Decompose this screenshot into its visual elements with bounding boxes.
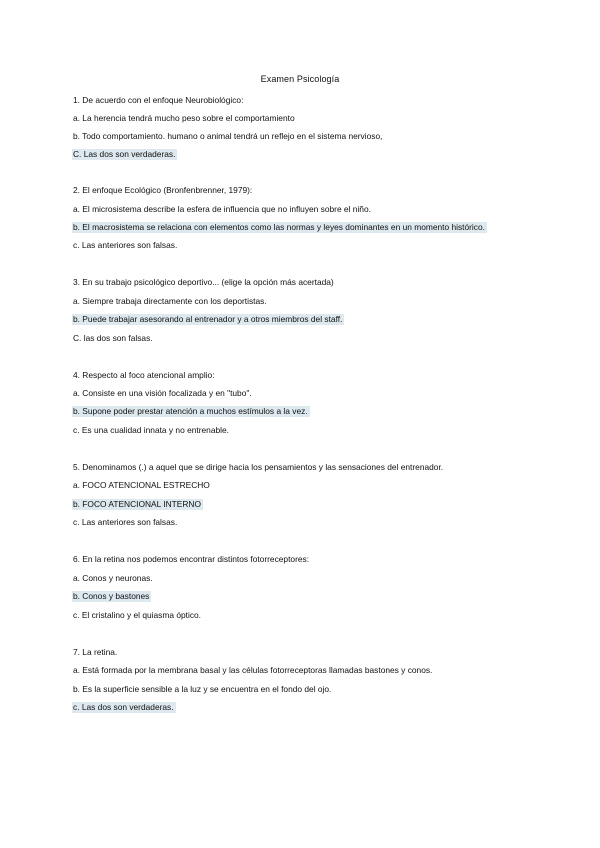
question-7-option-b: b. Es la superficie sensible a la luz y se encuentra en el fondo del ojo. bbox=[73, 684, 332, 694]
question-6-option-a: a. Conos y neuronas. bbox=[73, 573, 153, 583]
question-3-option-b: b. Puede trabajar asesorando al entrenador y a otros miembros del staff. bbox=[73, 314, 343, 324]
question-4-option-c: c. Es una cualidad innata y no entrenable. bbox=[73, 425, 229, 435]
exam-title: Examen Psicología bbox=[260, 74, 340, 84]
question-6-option-b: b. Conos y bastones bbox=[73, 591, 150, 601]
question-4-option-b: b. Supone poder prestar atención a muchos estímulos a la vez. bbox=[73, 406, 308, 416]
question-7-option-c: c. Las dos son verdaderas. bbox=[73, 702, 174, 712]
question-2: 2. El enfoque Ecológico (Bronfenbrenner, 1979): bbox=[73, 185, 253, 195]
question-4: 4. Respecto al foco atencional amplio: bbox=[73, 370, 215, 380]
question-5: 5. Denominamos (.) a aquel que se dirige hacia los pensamientos y las sensaciones del entrenador. bbox=[73, 462, 444, 472]
question-7: 7. La retina. bbox=[73, 647, 118, 657]
question-3: 3. En su trabajo psicológico deportivo... (elige la opción más acertada) bbox=[73, 277, 334, 287]
question-4-option-a: a. Consiste en una visión focalizada y en "tubo". bbox=[73, 388, 252, 398]
question-5-option-c: c. Las anteriores son falsas. bbox=[73, 517, 178, 527]
question-2-option-a: a. El microsistema describe la esfera de influencia que no influyen sobre el niño. bbox=[73, 204, 371, 214]
question-1-option-a: a. La herencia tendrá mucho peso sobre el comportamiento bbox=[73, 113, 295, 123]
question-2-option-b: b. El macrosistema se relaciona con elementos como las normas y leyes dominantes en un momento histórico. bbox=[73, 222, 485, 232]
question-6-option-c: c. El cristalino y el quiasma óptico. bbox=[73, 610, 202, 620]
question-1: 1. De acuerdo con el enfoque Neurobiológico: bbox=[73, 95, 244, 105]
question-1-option-c: C. Las dos son verdaderas. bbox=[73, 149, 176, 159]
question-3-option-c: C. las dos son falsas. bbox=[73, 333, 153, 343]
question-5-option-a: a. FOCO ATENCIONAL ESTRECHO bbox=[73, 480, 210, 490]
question-5-option-b: b. FOCO ATENCIONAL INTERNO bbox=[73, 499, 201, 509]
question-1-option-b: b. Todo comportamiento. humano o animal tendrá un reflejo en el sistema nervioso, bbox=[73, 131, 383, 141]
question-7-option-a: a. Está formada por la membrana basal y las células fotorreceptoras llamadas bastones y conos. bbox=[73, 665, 433, 675]
question-2-option-c: c. Las anteriores son falsas. bbox=[73, 240, 178, 250]
question-6: 6. En la retina nos podemos encontrar distintos fotorreceptores: bbox=[73, 554, 310, 564]
question-3-option-a: a. Siempre trabaja directamente con los deportistas. bbox=[73, 296, 267, 306]
